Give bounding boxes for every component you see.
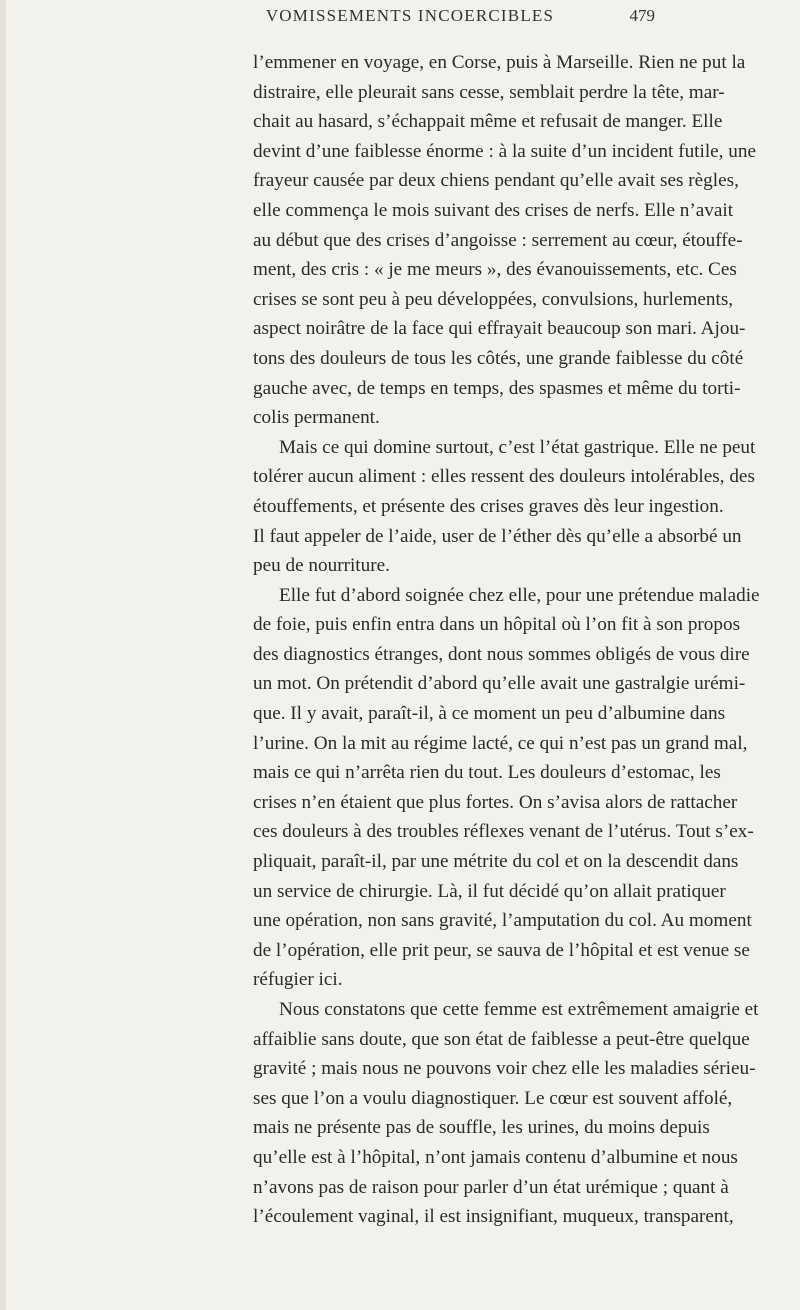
text-line: elle commença le mois suivant des crises de nerfs. Elle n’avait (253, 199, 734, 221)
text-line: une opération, non sans gravité, l’amputation du col. Au moment (253, 910, 752, 932)
page-number: 479 (629, 6, 655, 25)
page-gutter (0, 0, 6, 1310)
text-line: frayeur causée par deux chiens pendant qu’elle avait ses règles, (253, 170, 739, 192)
text-line: ses que l’on a voulu diagnostiquer. Le cœur est souvent affolé, (253, 1087, 733, 1109)
text-line: chait au hasard, s’échappait même et refusait de manger. Elle (253, 111, 723, 133)
text-line: ces douleurs à des troubles réflexes venant de l’utérus. Tout s’ex- (253, 821, 754, 843)
text-line: mais ne présente pas de souffle, les urines, du moins depuis (253, 1117, 710, 1139)
text-line: de l’opération, elle prit peur, se sauva de l’hôpital et est venue se (253, 939, 750, 961)
text-line: un mot. On prétendit d’abord qu’elle avait une gastralgie urémi- (253, 673, 746, 695)
text-line: l’écoulement vaginal, il est insignifiant, muqueux, transparent, (253, 1206, 734, 1228)
text-line: gravité ; mais nous ne pouvons voir chez elle les maladies sérieu- (253, 1058, 756, 1080)
text-line: Nous constatons que cette femme est extrêmement amaigrie et (279, 999, 759, 1020)
text-line: Mais ce qui domine surtout, c’est l’état gastrique. Elle ne peut (279, 436, 756, 458)
paragraph (253, 48, 756, 433)
text-line: étouffements, et présente des crises graves dès leur ingestion. (253, 495, 724, 517)
text-line: aspect noirâtre de la face qui effrayait beaucoup son mari. Ajou- (253, 318, 746, 340)
text-line: Il faut appeler de l’aide, user de l’éther dès qu’elle a absorbé un (253, 525, 742, 547)
text-line: au début que des crises d’angoisse : serrement au cœur, étouffe- (253, 229, 743, 251)
text-line: crises se sont peu à peu développées, convulsions, hurlements, (253, 288, 734, 310)
text-line: de foie, puis enfin entra dans un hôpital où l’on fit à son propos (253, 614, 741, 636)
page-header (215, 6, 655, 40)
text-line: colis permanent. (253, 407, 380, 429)
paragraph (253, 581, 760, 995)
paragraph (253, 433, 756, 581)
text-line: des diagnostics étranges, dont nous sommes obligés de vous dire (253, 643, 750, 665)
text-line: peu de nourriture. (253, 555, 390, 577)
text-line: tons des douleurs de tous les côtés, une grande faiblesse du côté (253, 347, 744, 369)
text-line: pliquait, paraît-il, par une métrite du col et on la descendit dans (253, 851, 739, 873)
text-line: un service de chirurgie. Là, il fut décidé qu’on allait pratiquer (253, 880, 726, 902)
text-line: distraire, elle pleurait sans cesse, semblait perdre la tête, mar- (253, 81, 725, 103)
text-line: devint d’une faiblesse énorme : à la suite d’un incident futile, une (253, 140, 756, 162)
text-line: Elle fut d’abord soignée chez elle, pour une prétendue maladie (279, 584, 760, 606)
text-line: affaiblie sans doute, que son état de faiblesse a peut-être quelque (253, 1028, 750, 1050)
text-line: qu’elle est à l’hôpital, n’ont jamais contenu d’albumine et nous (253, 1146, 738, 1168)
text-line: mais ce qui n’arrêta rien du tout. Les douleurs d’estomac, les (253, 762, 721, 784)
text-line: ment, des cris : « je me meurs », des évanouissements, etc. Ces (253, 259, 737, 281)
body-text (253, 48, 760, 1232)
text-line: l’urine. On la mit au régime lacté, ce qui n’est pas un grand mal, (253, 732, 748, 754)
text-line: l’emmener en voyage, en Corse, puis à Marseille. Rien ne put la (253, 52, 746, 73)
text-line: tolérer aucun aliment : elles ressent des douleurs intolérables, des (253, 466, 755, 488)
text-line: que. Il y avait, paraît-il, à ce moment un peu d’albumine dans (253, 703, 726, 725)
running-title: VOMISSEMENTS INCOERCIBLES (265, 6, 555, 25)
text-line: gauche avec, de temps en temps, des spasmes et même du torti- (253, 377, 741, 399)
text-line: n’avons pas de raison pour parler d’un état urémique ; quant à (253, 1176, 729, 1198)
text-line: crises n’en étaient que plus fortes. On s’avisa alors de rattacher (253, 791, 738, 813)
text-line: réfugier ici. (253, 969, 343, 991)
paragraph (253, 995, 759, 1232)
